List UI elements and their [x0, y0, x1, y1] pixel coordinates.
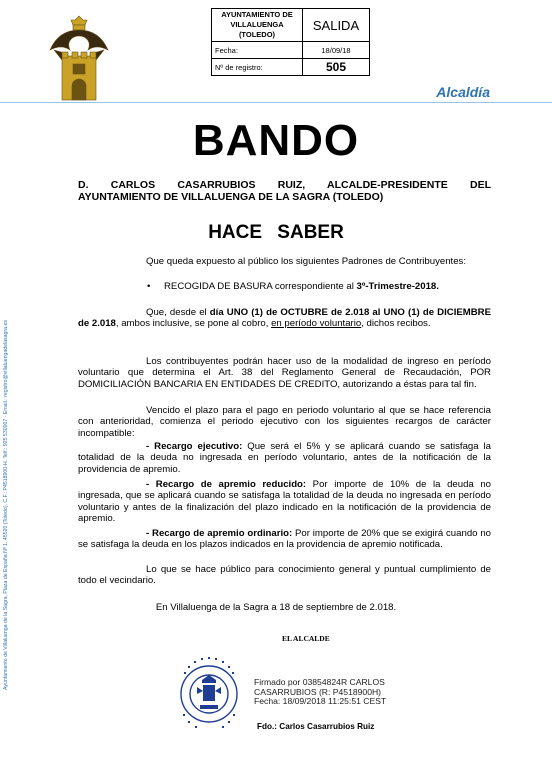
bullet-marker: • — [147, 281, 151, 292]
collection-dates: día UNO (1) de OCTUBRE de 2.018 al UNO (1) de DICIEMBRE de 2.018 — [78, 307, 492, 330]
bullet-mid: correspondiente al — [272, 281, 357, 292]
header-divider — [0, 102, 552, 103]
header-line-1: D. CARLOS CASARRUBIOS RUIZ, ALCALDE-PRESIDENTE DEL — [78, 179, 491, 191]
surcharge-label: - Recargo de apremio reducido: — [146, 479, 307, 490]
surcharge-text: Por importe de 10% de la deuda no ingresada, que se aplicará cuando se satisfaga la totalidad de la deuda no ingresada en período voluntario y antes de la finalización del plazo indicado en la notificación de la providencia de apremio. — [78, 479, 491, 525]
collection-text-1: Que, desde el — [146, 307, 210, 318]
signature-line-3: Fecha: 18/09/2018 11:25:51 CEST — [254, 696, 387, 707]
collection-voluntary: en período voluntario — [271, 318, 362, 330]
signed-by: Fdo.: Carlos Casarrubios Ruiz — [257, 722, 375, 731]
closing-paragraph: Lo que se hace público para conocimiento general y puntual cumplimiento de todo el vecindario. — [78, 564, 491, 587]
department-label: Alcaldía — [436, 84, 490, 100]
surcharge-text: Por importe de 20% que se exigirá cuando no se satisfaga la deuda en los plazos indicados en la providencia de apremio notificada. — [78, 528, 491, 551]
announcement-heading: HACE SABER — [208, 222, 344, 243]
surcharge-item — [78, 528, 491, 551]
registry-organization: AYUNTAMIENTO DE VILLALUENGA (TOLEDO) — [212, 9, 303, 42]
bullet-period: 3º-Trimestre-2018. — [356, 281, 439, 292]
collection-text-3: , dichos recibos. — [361, 318, 431, 330]
registry-number-label: Nº de registro: — [212, 59, 303, 76]
intro-paragraph: Que queda expuesto al público los siguientes Padrones de Contribuyentes: — [146, 256, 467, 267]
registry-stamp — [211, 8, 370, 76]
digital-signature-block — [254, 678, 386, 707]
official-seal-stamp — [178, 652, 240, 742]
surcharges-intro: Vencido el plazo para el pago en periodo voluntario al que se hace referencia con anterioridad, comienza el periodo ejecutivo con los siguientes recargos de carácter incompatible: — [78, 405, 491, 439]
coat-of-arms-logo — [48, 14, 110, 104]
registry-number: 505 — [303, 59, 370, 76]
surcharge-item — [78, 441, 491, 475]
registry-date-label: Fecha: — [212, 42, 303, 59]
registry-date: 18/09/18 — [303, 42, 370, 59]
surcharge-item — [78, 479, 491, 525]
surcharge-text: Que será el 5% y se aplicará cuando se satisfaga la totalidad de la deuda no ingresada en período voluntario, antes de la notificación de la providencia de apremio. — [78, 441, 491, 475]
bullet-strong: RECOGIDA DE BASURA — [164, 281, 273, 292]
domiciliation-paragraph: Los contribuyentes podrán hacer uso de la modalidad de ingreso en período voluntario que determina el Art. 38 del Reglamento General de Recaudación, POR DOMICILIACIÓN BANCARIA EN ENTIDADES DE CREDITO, autorizando a éstas para tal fin. — [78, 356, 491, 390]
signer-title: EL ALCALDE — [282, 634, 330, 643]
signature-line-2: CASARRUBIOS (R: P4518900H) — [254, 686, 382, 697]
registry-type: SALIDA — [303, 9, 370, 42]
collection-paragraph — [78, 307, 491, 330]
surcharge-label: - Recargo de apremio ordinario: — [146, 528, 293, 539]
surcharge-label: - Recargo ejecutivo: — [146, 441, 243, 452]
collection-text-2: , ambos inclusive, se pone al cobro, — [115, 318, 272, 330]
sidebar-contact-info: Ayuntamiento de Villaluenga de la Sagra. Plaza de España Nº 1. 45520 (Toledo). C.F.: P4518900-H. Telf.: 925 530007 · Email.: registro@villaluengadelasagra.es — [3, 320, 9, 690]
signature-line-1: Firmado por 03854824R CARLOS — [254, 677, 385, 687]
header-line-2: AYUNTAMIENTO DE VILLALUENGA DE LA SAGRA (TOLEDO) — [78, 191, 384, 203]
bullet-item — [164, 281, 439, 292]
document-title: BANDO — [192, 116, 360, 165]
place-date: En Villaluenga de la Sagra a 18 de septiembre de 2.018. — [155, 602, 397, 613]
